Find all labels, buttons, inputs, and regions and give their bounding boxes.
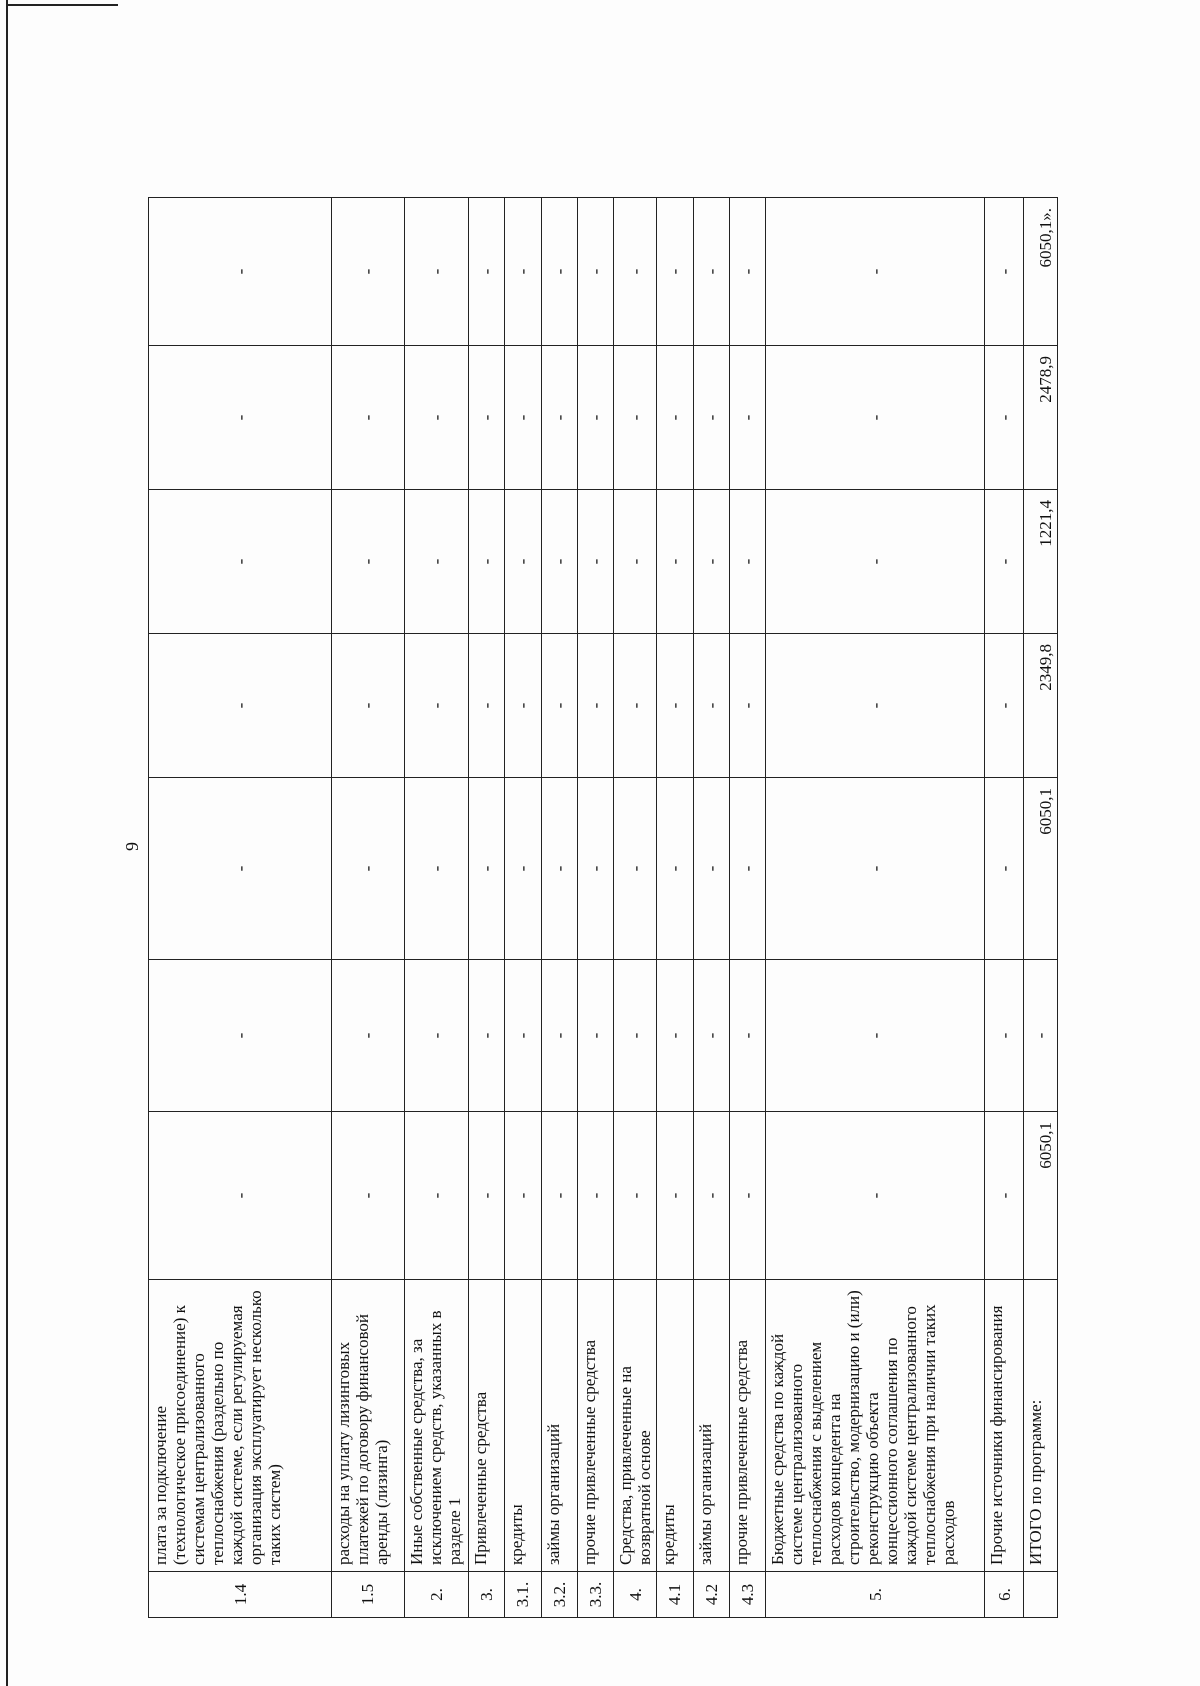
row-value-cell: - (541, 778, 577, 960)
row-number: 4.2 (693, 1572, 729, 1618)
row-value-cell: - (766, 960, 985, 1112)
row-number: 1.5 (332, 1572, 404, 1618)
scan-edge-top (6, 4, 118, 6)
total-value-cell: 1221,4 (1023, 490, 1057, 634)
row-value-cell: - (149, 1112, 332, 1280)
row-name: займы организаций (693, 1280, 729, 1572)
row-value-cell: - (404, 346, 468, 490)
row-value-cell: - (577, 490, 613, 634)
row-name: плата за подключение (технологическое присоединение) к системам централизованного теплоснабжения (раздельно по каждой системе, если регулируемая организация эксплуатирует несколько таких систем) (149, 1280, 332, 1572)
total-value-cell: - (1023, 960, 1057, 1112)
table-row (729, 198, 765, 1618)
row-value-cell: - (149, 490, 332, 634)
row-value-cell: - (766, 778, 985, 960)
row-value-cell: - (505, 960, 541, 1112)
row-value-cell: - (693, 960, 729, 1112)
row-value-cell: - (577, 634, 613, 778)
row-value-cell: - (469, 960, 505, 1112)
financing-table (148, 197, 1058, 1618)
scan-edge-left (6, 0, 8, 1686)
row-value-cell: - (766, 346, 985, 490)
table-row (577, 198, 613, 1618)
table-body (149, 198, 1058, 1618)
row-name: кредиты (657, 1280, 693, 1572)
row-value-cell: - (729, 1112, 765, 1280)
row-value-cell: - (541, 346, 577, 490)
row-value-cell: - (729, 634, 765, 778)
row-value-cell: - (766, 1112, 985, 1280)
row-value-cell: - (541, 490, 577, 634)
row-value-cell: - (469, 490, 505, 634)
row-number: 4. (614, 1572, 657, 1618)
row-value-cell: - (614, 490, 657, 634)
row-number: 1.4 (149, 1572, 332, 1618)
table-row (614, 198, 657, 1618)
total-number-cell (1023, 1572, 1057, 1618)
row-value-cell: - (614, 778, 657, 960)
row-value-cell: - (577, 346, 613, 490)
total-row (1023, 198, 1057, 1618)
row-value-cell: - (614, 960, 657, 1112)
row-value-cell: - (766, 198, 985, 346)
total-label: ИТОГО по программе: (1023, 1280, 1057, 1572)
row-value-cell: - (469, 1112, 505, 1280)
row-value-cell: - (693, 198, 729, 346)
row-value-cell: - (729, 778, 765, 960)
row-value-cell: - (693, 346, 729, 490)
row-name: расходы на уплату лизинговых платежей по договору финансовой аренды (лизинга) (332, 1280, 404, 1572)
table-row (766, 198, 985, 1618)
row-value-cell: - (404, 634, 468, 778)
row-value-cell: - (149, 346, 332, 490)
row-value-cell: - (469, 346, 505, 490)
row-value-cell: - (469, 778, 505, 960)
row-name: прочие привлеченные средства (577, 1280, 613, 1572)
row-name: Привлеченные средства (469, 1280, 505, 1572)
total-value-cell: 2478,9 (1023, 346, 1057, 490)
row-value-cell: - (729, 960, 765, 1112)
row-number: 3.3. (577, 1572, 613, 1618)
table-row (693, 198, 729, 1618)
table-row (657, 198, 693, 1618)
row-value-cell: - (985, 1112, 1023, 1280)
row-value-cell: - (693, 490, 729, 634)
row-value-cell: - (332, 490, 404, 634)
table-row (469, 198, 505, 1618)
row-value-cell: - (332, 1112, 404, 1280)
row-value-cell: - (693, 778, 729, 960)
row-value-cell: - (577, 1112, 613, 1280)
row-value-cell: - (657, 960, 693, 1112)
row-value-cell: - (404, 778, 468, 960)
row-value-cell: - (577, 960, 613, 1112)
row-value-cell: - (505, 634, 541, 778)
row-value-cell: - (505, 1112, 541, 1280)
row-value-cell: - (657, 634, 693, 778)
row-value-cell: - (149, 778, 332, 960)
table-row (505, 198, 541, 1618)
row-number: 3.1. (505, 1572, 541, 1618)
row-value-cell: - (332, 960, 404, 1112)
table-row (404, 198, 468, 1618)
row-number: 4.1 (657, 1572, 693, 1618)
row-value-cell: - (332, 198, 404, 346)
row-value-cell: - (577, 198, 613, 346)
row-value-cell: - (149, 198, 332, 346)
total-value-cell: 2349,8 (1023, 634, 1057, 778)
table-row (985, 198, 1023, 1618)
row-name: займы организаций (541, 1280, 577, 1572)
row-value-cell: - (985, 490, 1023, 634)
row-number: 4.3 (729, 1572, 765, 1618)
table-row (541, 198, 577, 1618)
row-name: Бюджетные средства по каждой системе централизованного теплоснабжения с выделением расходов концедента на строительство, модернизацию и (или) реконструкцию объекта концессионного соглашения по каждой системе централизованного теплоснабжения при наличии таких расходов (766, 1280, 985, 1572)
row-value-cell: - (729, 490, 765, 634)
row-number: 6. (985, 1572, 1023, 1618)
page-number: 9 (122, 842, 142, 851)
row-value-cell: - (985, 346, 1023, 490)
row-name: Иные собственные средства, за исключением средств, указанных в разделе 1 (404, 1280, 468, 1572)
row-value-cell: - (657, 490, 693, 634)
row-name: кредиты (505, 1280, 541, 1572)
row-value-cell: - (985, 778, 1023, 960)
rotated-table-wrapper (148, 198, 1058, 1618)
table-row (149, 198, 332, 1618)
row-value-cell: - (541, 198, 577, 346)
row-value-cell: - (657, 346, 693, 490)
row-value-cell: - (469, 634, 505, 778)
row-name: Средства, привлеченные на возвратной основе (614, 1280, 657, 1572)
row-value-cell: - (505, 346, 541, 490)
row-value-cell: - (729, 198, 765, 346)
row-value-cell: - (985, 198, 1023, 346)
row-value-cell: - (657, 1112, 693, 1280)
row-value-cell: - (614, 634, 657, 778)
row-value-cell: - (614, 198, 657, 346)
row-value-cell: - (577, 778, 613, 960)
row-value-cell: - (469, 198, 505, 346)
row-name: прочие привлеченные средства (729, 1280, 765, 1572)
row-value-cell: - (693, 634, 729, 778)
row-value-cell: - (505, 198, 541, 346)
row-value-cell: - (149, 960, 332, 1112)
row-value-cell: - (404, 960, 468, 1112)
row-number: 2. (404, 1572, 468, 1618)
row-value-cell: - (404, 490, 468, 634)
row-value-cell: - (766, 634, 985, 778)
row-value-cell: - (149, 634, 332, 778)
row-value-cell: - (404, 1112, 468, 1280)
row-value-cell: - (985, 960, 1023, 1112)
row-value-cell: - (505, 778, 541, 960)
row-value-cell: - (614, 1112, 657, 1280)
row-value-cell: - (332, 778, 404, 960)
row-value-cell: - (614, 346, 657, 490)
row-value-cell: - (985, 634, 1023, 778)
row-value-cell: - (657, 198, 693, 346)
row-value-cell: - (729, 346, 765, 490)
row-value-cell: - (657, 778, 693, 960)
row-value-cell: - (505, 490, 541, 634)
row-value-cell: - (332, 346, 404, 490)
total-value-cell: 6050,1 (1023, 778, 1057, 960)
total-value-cell: 6050,1». (1023, 198, 1057, 346)
row-value-cell: - (404, 198, 468, 346)
row-number: 3.2. (541, 1572, 577, 1618)
row-value-cell: - (332, 634, 404, 778)
row-value-cell: - (541, 1112, 577, 1280)
total-value-cell: 6050,1 (1023, 1112, 1057, 1280)
row-value-cell: - (541, 634, 577, 778)
row-name: Прочие источники финансирования (985, 1280, 1023, 1572)
row-value-cell: - (693, 1112, 729, 1280)
row-value-cell: - (541, 960, 577, 1112)
table-row (332, 198, 404, 1618)
row-number: 3. (469, 1572, 505, 1618)
row-number: 5. (766, 1572, 985, 1618)
row-value-cell: - (766, 490, 985, 634)
